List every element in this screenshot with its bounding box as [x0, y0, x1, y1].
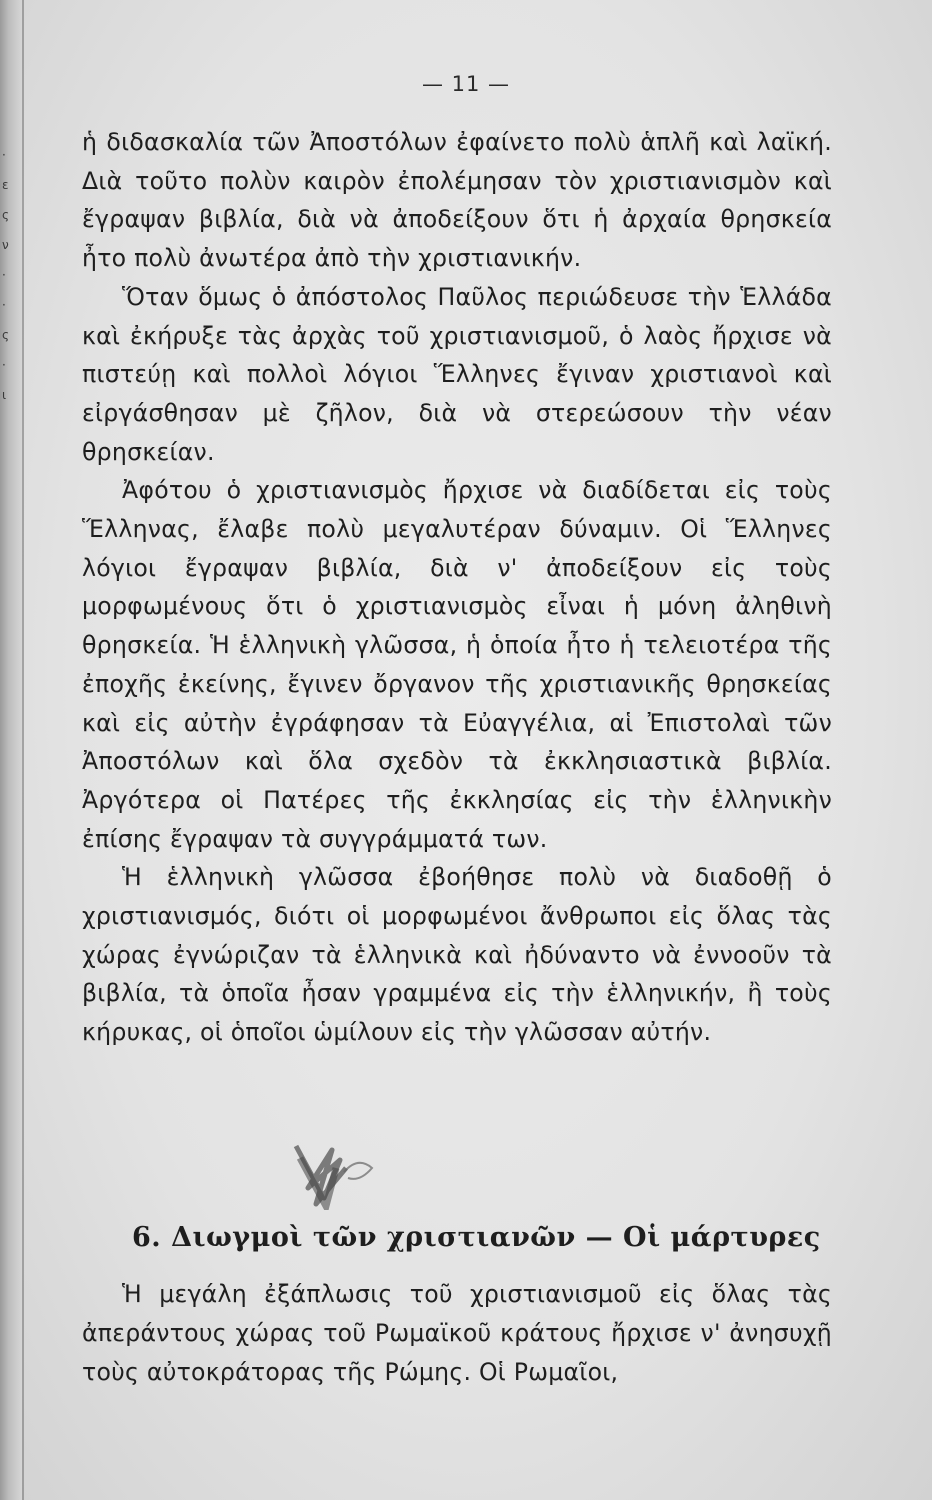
- paragraph-1: ἡ διδασκαλία τῶν Ἀποστόλων ἐφαίνετο πολὺ ἁπλῆ καὶ λαϊκή. Διὰ τοῦτο πολὺν καιρὸν ἐπολέμησαν τὸν χριστιανισμὸν καὶ ἔγραψαν βιβλία, διὰ νὰ ἀποδείξουν ὅτι ἡ ἀρχαία θρησκεία ἦτο πολὺ ἀνωτέρα ἀπὸ τὴν χριστιανικήν.: [82, 128, 832, 273]
- section-body-text: [82, 1275, 832, 1392]
- paragraph-3: Ἀφότου ὁ χριστιανισμὸς ἤρχισε νὰ διαδίδεται εἰς τοὺς Ἕλληνας, ἔλαβε πολὺ μεγαλυτέραν δύναμιν. Οἱ Ἕλληνες λόγιοι ἔγραψαν βιβλία, διὰ ν' ἀποδείξουν εἰς τοὺς μορφωμένους ὅτι ὁ χριστιανισμὸς εἶναι ἡ μόνη ἀληθινὴ θρησκεία. Ἡ ἑλληνικὴ γλῶσσα, ἡ ὁποία ἦτο ἡ τελειοτέρα τῆς ἐποχῆς ἐκείνης, ἔγινεν ὄργανον τῆς χριστιανικῆς θρησκείας καὶ εἰς αὐτὴν ἐγράφησαν τὰ Εὐαγγέλια, αἱ Ἐπιστολαὶ τῶν Ἀποστόλων καὶ ὅλα σχεδὸν τὰ ἐκκλησιαστικὰ βιβλία. Ἀργότερα οἱ Πατέρες τῆς ἐκκλησίας εἰς τὴν ἑλληνικὴν ἐπίσης ἔγραψαν τὰ συγγράμματά των.: [82, 476, 832, 853]
- page-number: — 11 —: [421, 72, 511, 96]
- body-text: [82, 123, 832, 1052]
- margin-marks: · ε ς ν · · ς · ι: [2, 148, 10, 402]
- binding-shadow-line: [22, 0, 24, 1500]
- section-paragraph: Ἡ μεγάλη ἐξάπλωσις τοῦ χριστιανισμοῦ εἰς ὅλας τὰς ἀπεράντους χώρας τοῦ Ρωμαϊκοῦ κράτους ἤρχισε ν' ἀνησυχῇ τοὺς αὐτοκράτορας τῆς Ρώμης. Οἱ Ρωμαῖοι,: [82, 1280, 832, 1386]
- paragraph-4: Ἡ ἑλληνικὴ γλῶσσα ἐβοήθησε πολὺ νὰ διαδοθῇ ὁ χριστιανισμός, διότι οἱ μορφωμένοι ἄνθρωποι εἰς ὅλας τὰς χώρας ἐγνώριζαν τὰ ἑλληνικὰ καὶ ἠδύναντο νὰ ἐννοοῦν τὰ βιβλία, τὰ ὁποῖα ἦσαν γραμμένα εἰς τὴν ἑλληνικήν, ἢ τοὺς κήρυκας, οἱ ὁποῖοι ὡμίλουν εἰς τὴν γλῶσσαν αὐτήν.: [82, 863, 832, 1047]
- paragraph-2: Ὅταν ὅμως ὁ ἀπόστολος Παῦλος περιώδευσε τὴν Ἑλλάδα καὶ ἐκήρυξε τὰς ἀρχὰς τοῦ χριστιανισμοῦ, ὁ λαὸς ἤρχισε νὰ πιστεύῃ καὶ πολλοὶ λόγιοι Ἕλληνες ἔγιναν χριστιανοὶ καὶ εἰργάσθησαν μὲ ζῆλον, διὰ νὰ στερεώσουν τὴν νέαν θρησκείαν.: [82, 282, 832, 466]
- section-heading: 6. Διωγμοὶ τῶν χριστιανῶν — Οἱ μάρτυρες: [132, 1222, 821, 1253]
- pencil-scribble-mark: [286, 1138, 376, 1210]
